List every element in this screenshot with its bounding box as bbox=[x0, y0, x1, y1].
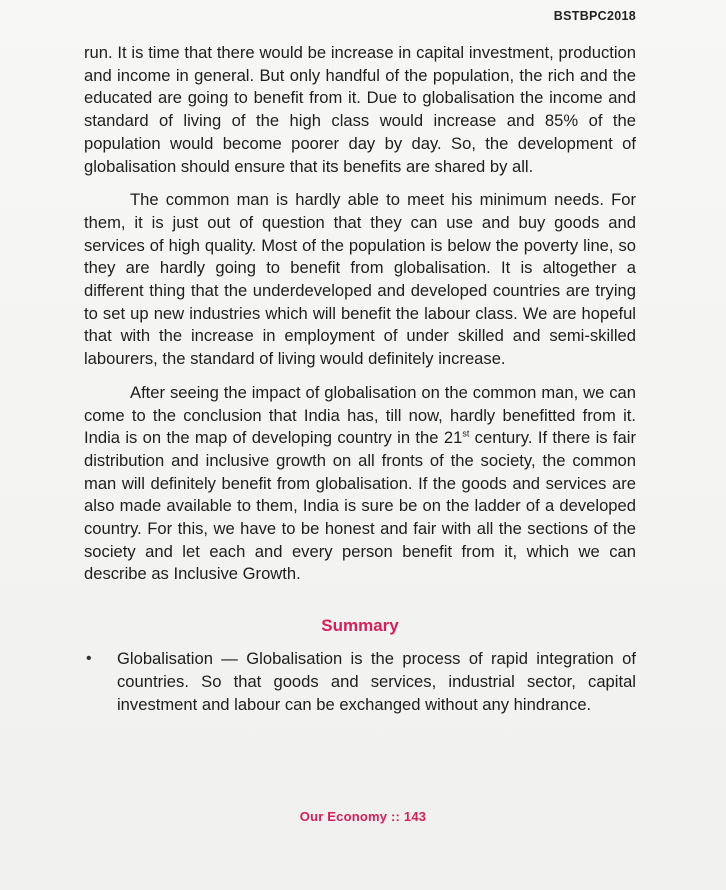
paragraph-common-man: The common man is hardly able to meet his minimum needs. For them, it is just out of question that they can use and buy goods and services of high quality. Most of the population is below the poverty line, so they are hardly going to benefit from globalisation. It is altogether a different thing that the underdeveloped and developed countries are trying to set up new industries which will benefit the labour class. We are hopeful that with the increase in employment of under skilled and semi-skilled labourers, the standard of living would definitely increase. bbox=[84, 190, 636, 369]
summary-item-text: Globalisation — Globalisation is the process of rapid integration of countries. So that goods and services, industrial sector, capital investment and labour can be exchanged without any hindrance. bbox=[117, 649, 636, 714]
document-code: BSTBPC2018 bbox=[553, 9, 636, 23]
page-footer: Our Economy :: 143 bbox=[299, 809, 427, 824]
summary-heading: Summary bbox=[321, 616, 399, 636]
paragraph-continuation: run. It is time that there would be increase in capital investment, production and income in general. But only handful of the population, the rich and the educated are going to benefit from it. Due to globalisation the income and standard of living of the high class would increase and 85% of the population would become poorer day by day. So, the development of globalisation should ensure that its benefits are shared by all. bbox=[84, 43, 636, 176]
bullet-icon: • bbox=[86, 650, 92, 668]
paragraph-conclusion bbox=[84, 382, 636, 586]
ordinal-superscript: st bbox=[462, 428, 470, 439]
summary-list bbox=[84, 648, 636, 716]
paragraph-conclusion-part-1: After seeing the impact of globalisation on the common man, we can come to the conclusion that India has, till now, hardly benefitted from it. India is on the map of developing country in the 21 bbox=[84, 382, 636, 448]
summary-item bbox=[84, 648, 636, 716]
page-content bbox=[84, 42, 636, 716]
paragraph-conclusion-part-2: century. If there is fair distribution and inclusive growth on all fronts of the society, the common man will definitely benefit from globalisation. If the goods and services are also made available to them, India is sure be on the ladder of a developed country. For this, we have to be honest and fair with all the sections of the society and let each and every person benefit from it, which we can describe as Inclusive Growth. bbox=[84, 428, 636, 584]
